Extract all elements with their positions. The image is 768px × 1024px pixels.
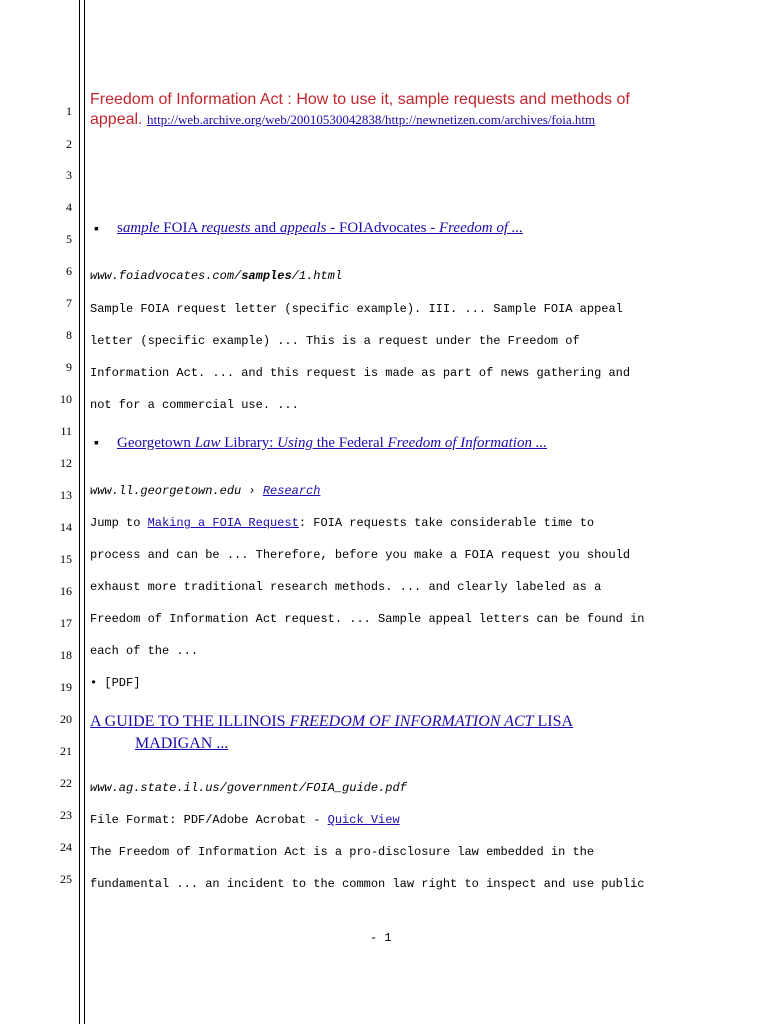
result3-snippet-line: fundamental ... an incident to the common law right to inspect and use public	[90, 877, 645, 891]
heading-part: Georgetown	[117, 435, 195, 451]
result2-snippet-line: each of the ...	[90, 644, 199, 658]
document-title	[90, 90, 680, 130]
line-number: 16	[60, 584, 72, 598]
line-number: 6	[66, 264, 72, 278]
line-number: 14	[60, 520, 72, 534]
result1-snippet-line: Sample FOIA request letter (specific example). III. ... Sample FOIA appeal	[90, 302, 623, 316]
line-number: 24	[60, 840, 72, 854]
line-number: 17	[60, 616, 72, 630]
result2-snippet-line: process and can be ... Therefore, before you make a FOIA request you should	[90, 548, 631, 562]
page-number: - 1	[370, 931, 392, 945]
line-number: 13	[60, 488, 72, 502]
pdf-marker: • [PDF]	[90, 676, 141, 690]
heading-part: the Federal	[312, 435, 388, 451]
result1-heading-link[interactable]	[117, 220, 523, 236]
line-number: 22	[60, 776, 72, 790]
title-text: Freedom of Information Act : How to use it, sample requests and methods of appeal.	[90, 91, 630, 128]
line-number: 10	[60, 392, 72, 406]
heading-part: and	[250, 220, 280, 236]
line-number: 1	[66, 104, 72, 118]
line-number: 8	[66, 328, 72, 342]
result1-snippet-line: not for a commercial use. ...	[90, 398, 299, 412]
making-foia-request-link[interactable]: Making a FOIA Request	[147, 516, 299, 530]
heading-part: Library:	[220, 435, 278, 451]
url-part: www.ll.georgetown.edu ›	[90, 484, 263, 498]
heading-part: appeals	[279, 220, 327, 236]
line-number: 20	[60, 712, 72, 726]
result3-snippet-line: The Freedom of Information Act is a pro-disclosure law embedded in the	[90, 845, 595, 859]
line-number: 9	[66, 360, 72, 374]
line-number: 7	[66, 296, 72, 310]
result1-heading[interactable]	[117, 220, 523, 237]
quick-view-link[interactable]: Quick View	[327, 813, 400, 827]
line-number: 4	[66, 200, 72, 214]
heading-part: - FOIAdvocates -	[326, 220, 439, 236]
jump-prefix: Jump to	[90, 516, 148, 530]
research-link[interactable]: Research	[262, 484, 321, 498]
result1-snippet-line: letter (specific example) ... This is a request under the Freedom of	[90, 334, 580, 348]
url-part: /1.html	[291, 269, 343, 283]
result2-heading-link[interactable]	[117, 435, 547, 451]
jump-suffix: : FOIA requests take considerable time to	[298, 516, 595, 530]
heading-part: requests	[201, 220, 251, 236]
heading-part: Using	[277, 435, 313, 451]
line-number: 3	[66, 168, 72, 182]
result1-snippet-line: Information Act. ... and this request is made as part of news gathering and	[90, 366, 631, 380]
heading-part: LISA	[533, 713, 574, 730]
result3-heading-link[interactable]	[90, 713, 573, 730]
result3-format-line	[90, 813, 400, 827]
url-part: samples	[241, 269, 292, 283]
heading-part: Freedom of Information ...	[387, 435, 547, 451]
result3-heading-link-line2[interactable]: MADIGAN ...	[135, 735, 229, 752]
heading-part: ample	[122, 220, 160, 236]
title-url-link[interactable]: http://web.archive.org/web/20010530042838/http://newnetizen.com/archives/foia.htm	[146, 112, 596, 127]
line-number: 23	[60, 808, 72, 822]
heading-part: Freedom of ...	[438, 220, 523, 236]
heading-part: s	[117, 220, 123, 236]
result2-jump-line	[90, 516, 594, 530]
result3-heading[interactable]	[90, 711, 680, 755]
margin-rule	[84, 0, 85, 1024]
line-number: 5	[66, 232, 72, 246]
heading-part: A GUIDE TO THE ILLINOIS	[90, 713, 290, 730]
line-number: 15	[60, 552, 72, 566]
line-number: 12	[60, 456, 72, 470]
line-number: 18	[60, 648, 72, 662]
format-prefix: File Format: PDF/Adobe Acrobat -	[90, 813, 328, 827]
heading-part: Law	[194, 435, 221, 451]
line-number: 2	[66, 137, 72, 151]
url-part: www.foiadvocates.com/	[90, 269, 242, 283]
bullet: ▪	[94, 222, 99, 237]
result3-url: www.ag.state.il.us/government/FOIA_guide.pdf	[90, 781, 407, 795]
result2-url	[90, 484, 320, 498]
line-number: 25	[60, 872, 72, 886]
result1-url	[90, 269, 342, 283]
bullet: ▪	[94, 436, 99, 451]
result2-snippet-line: exhaust more traditional research methods. ... and clearly labeled as a	[90, 580, 602, 594]
heading-part: FOIA	[159, 220, 202, 236]
line-number: 21	[60, 744, 72, 758]
result2-snippet-line: Freedom of Information Act request. ... Sample appeal letters can be found in	[90, 612, 645, 626]
line-number: 11	[60, 424, 72, 438]
line-number: 19	[60, 680, 72, 694]
heading-part: FREEDOM OF INFORMATION ACT	[289, 713, 534, 730]
margin-rule	[79, 0, 80, 1024]
result2-heading[interactable]	[117, 435, 547, 452]
